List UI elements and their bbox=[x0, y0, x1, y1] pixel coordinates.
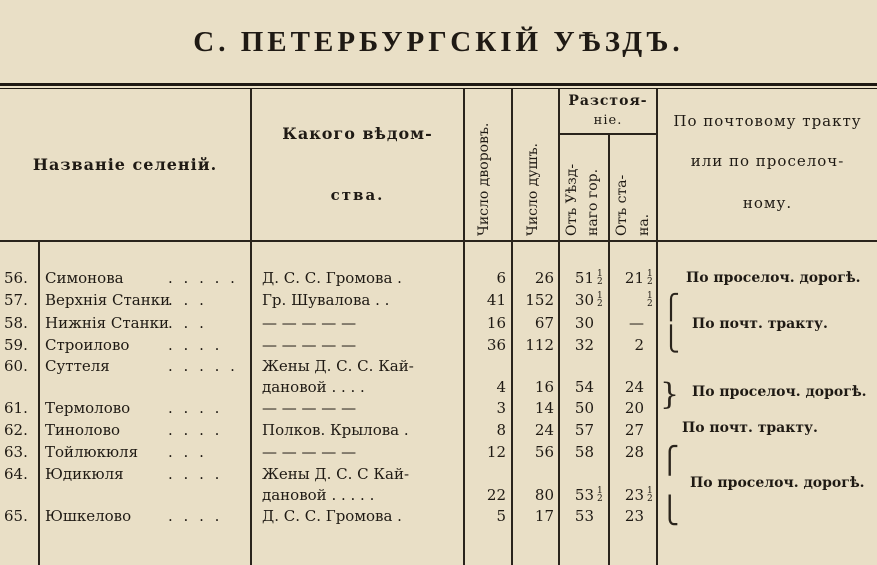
distance-town: 53 bbox=[574, 486, 594, 504]
header-name: Названіе селеній. bbox=[32, 155, 218, 174]
yards-count: 12 bbox=[486, 443, 506, 461]
souls-count: 26 bbox=[534, 269, 554, 287]
settlement-name: Тойлюкюля bbox=[45, 443, 139, 461]
brace-icon: ⎧ bbox=[660, 446, 680, 476]
road-note-63-65: По проселоч. дорогѣ. bbox=[690, 475, 865, 491]
header-dist-stan-1: Отъ ста- bbox=[614, 174, 630, 236]
settlement-name: Симонова bbox=[45, 269, 124, 287]
distance-stan: 21 bbox=[624, 269, 644, 287]
settlement-name: Нижнія Станки bbox=[45, 314, 169, 332]
fraction-half: 1 2 bbox=[647, 269, 653, 287]
owner: — — — — — bbox=[262, 314, 357, 332]
distance-stan: 27 bbox=[624, 421, 644, 439]
yards-count: 3 bbox=[496, 399, 506, 417]
leader-dots: . . . bbox=[168, 314, 207, 332]
row-number: 62. bbox=[4, 421, 28, 439]
col-divider-souls bbox=[511, 89, 513, 565]
road-note-57-59: По почт. тракту. bbox=[692, 316, 828, 332]
header-road-line3: ному. bbox=[742, 194, 793, 212]
leader-dots: . . . bbox=[168, 443, 207, 461]
distance-town: 32 bbox=[574, 336, 594, 354]
row-number: 60. bbox=[4, 357, 28, 375]
header-owner-line2: ства. bbox=[330, 186, 385, 204]
fraction-half: 1 2 bbox=[647, 486, 653, 504]
header-distance-line1: Разстоя- bbox=[568, 93, 648, 109]
distance-stan: 23 bbox=[624, 507, 644, 525]
yards-count: 5 bbox=[496, 507, 506, 525]
header-yards: Число дворовъ. bbox=[476, 122, 492, 236]
yards-count: 22 bbox=[486, 486, 506, 504]
row-number: 58. bbox=[4, 314, 28, 332]
leader-dots: . . . . bbox=[168, 507, 223, 525]
distance-town: 57 bbox=[574, 421, 594, 439]
yards-count: 36 bbox=[486, 336, 506, 354]
distance-town: 30 bbox=[574, 314, 594, 332]
distance-town: 30 bbox=[574, 291, 594, 309]
distance-stan: 2 bbox=[634, 336, 644, 354]
brace-icon: ⎩ bbox=[662, 325, 680, 353]
leader-dots: . . . . . bbox=[168, 357, 238, 375]
distance-stan: 23 bbox=[624, 486, 644, 504]
header-owner-line1: Какого вѣдом- bbox=[282, 123, 433, 143]
page-title: С. ПЕТЕРБУРГСКІЙ УѢЗДЪ. bbox=[193, 25, 684, 58]
col-divider-number bbox=[38, 241, 40, 565]
header-souls: Число душъ. bbox=[525, 143, 541, 236]
distance-town: 51 bbox=[574, 269, 594, 287]
settlement-name: Термолово bbox=[45, 399, 131, 417]
settlement-name: Юшкелово bbox=[45, 507, 132, 525]
brace-icon: ⎩ bbox=[660, 496, 680, 526]
road-note-56: По проселоч. дорогѣ. bbox=[686, 270, 861, 286]
leader-dots: . . . . . bbox=[168, 269, 238, 287]
col-divider-owner bbox=[250, 89, 252, 565]
owner: Д. С. С. Громова . bbox=[262, 269, 402, 287]
owner: Д. С. С. Громова . bbox=[262, 507, 402, 525]
owner: Жены Д. С. С Кай- bbox=[262, 465, 410, 483]
row-number: 57. bbox=[4, 291, 28, 309]
header-bottom-rule bbox=[0, 240, 877, 242]
leader-dots: . . . . bbox=[168, 336, 223, 354]
row-number: 63. bbox=[4, 443, 28, 461]
settlement-name: Тинолово bbox=[45, 421, 121, 439]
row-number: 61. bbox=[4, 399, 28, 417]
souls-count: 56 bbox=[534, 443, 554, 461]
row-number: 65. bbox=[4, 507, 28, 525]
fraction-half: 1 2 bbox=[647, 291, 653, 309]
souls-count: 80 bbox=[534, 486, 554, 504]
yards-count: 16 bbox=[486, 314, 506, 332]
owner-continued: дановой . . . . bbox=[262, 378, 365, 396]
row-number: 64. bbox=[4, 465, 28, 483]
header-road-line1: По почтовому тракту bbox=[673, 112, 862, 130]
leader-dots: . . . bbox=[168, 291, 207, 309]
distance-stan: 28 bbox=[624, 443, 644, 461]
owner-continued: дановой . . . . . bbox=[262, 486, 375, 504]
souls-count: 67 bbox=[534, 314, 554, 332]
owner: Гр. Шувалова . . bbox=[262, 291, 390, 309]
header-distance-line2: ніе. bbox=[593, 112, 623, 128]
souls-count: 112 bbox=[525, 336, 554, 354]
col-divider-yards bbox=[463, 89, 465, 565]
distance-stan: 24 bbox=[624, 378, 644, 396]
leader-dots: . . . . bbox=[168, 399, 223, 417]
settlement-name: Юдикюля bbox=[45, 465, 124, 483]
distance-town: 58 bbox=[574, 443, 594, 461]
yards-count: 6 bbox=[496, 269, 506, 287]
distance-town: 53 bbox=[574, 507, 594, 525]
title-rule bbox=[0, 83, 877, 86]
leader-dots: . . . . bbox=[168, 421, 223, 439]
distance-town: 54 bbox=[574, 378, 594, 396]
owner: Полков. Крылова . bbox=[262, 421, 409, 439]
road-note-62: По почт. тракту. bbox=[682, 420, 818, 436]
header-dist-town-2: наго гор. bbox=[585, 168, 601, 236]
header-dist-stan-2: на. bbox=[636, 213, 652, 236]
distance-town: 50 bbox=[574, 399, 594, 417]
owner: — — — — — bbox=[262, 399, 357, 417]
owner: — — — — — bbox=[262, 443, 357, 461]
settlement-name: Верхнія Станки bbox=[45, 291, 171, 309]
souls-count: 17 bbox=[534, 507, 554, 525]
souls-count: 24 bbox=[534, 421, 554, 439]
souls-count: 16 bbox=[534, 378, 554, 396]
leader-dots: . . . . bbox=[168, 465, 223, 483]
settlement-name: Строилово bbox=[45, 336, 130, 354]
road-note-60-61: По проселоч. дорогѣ. bbox=[692, 384, 867, 400]
brace-icon: ⎧ bbox=[662, 293, 680, 321]
header-road-line2: или по проселоч- bbox=[690, 152, 845, 170]
owner: — — — — — bbox=[262, 336, 357, 354]
souls-count: 152 bbox=[525, 291, 554, 309]
fraction-half: 1 2 bbox=[597, 291, 603, 309]
owner: Жены Д. С. С. Кай- bbox=[262, 357, 414, 375]
distance-stan: — bbox=[629, 314, 644, 332]
header-dist-town-1: Отъ Уѣзд- bbox=[564, 163, 580, 236]
settlement-name: Суттеля bbox=[45, 357, 110, 375]
row-number: 56. bbox=[4, 269, 28, 287]
souls-count: 14 bbox=[534, 399, 554, 417]
yards-count: 4 bbox=[496, 378, 506, 396]
fraction-half: 1 2 bbox=[597, 486, 603, 504]
fraction-half: 1 2 bbox=[597, 269, 603, 287]
yards-count: 41 bbox=[486, 291, 506, 309]
distance-stan: 20 bbox=[624, 399, 644, 417]
yards-count: 8 bbox=[496, 421, 506, 439]
brace-icon: } bbox=[660, 377, 680, 412]
row-number: 59. bbox=[4, 336, 28, 354]
distance-subheader-rule bbox=[558, 133, 656, 135]
